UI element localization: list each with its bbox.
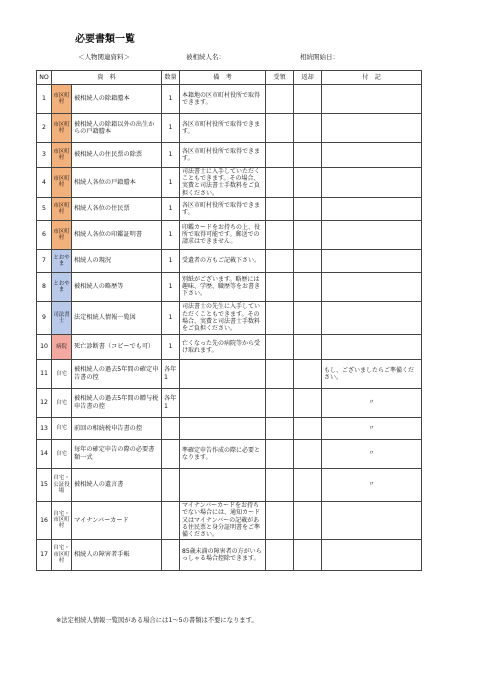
quantity: 1 bbox=[162, 220, 180, 249]
table-row bbox=[37, 301, 422, 334]
table-row bbox=[37, 143, 422, 168]
source-cell: 病院 bbox=[52, 334, 72, 359]
source-cell: 自宅・市区町村 bbox=[52, 539, 72, 570]
remark-text: 受遺者の方もご記載下さい。 bbox=[180, 249, 266, 272]
source-cell: 自宅 bbox=[52, 439, 72, 468]
quantity bbox=[162, 417, 180, 439]
row-number: 14 bbox=[37, 439, 52, 468]
document-name: 被相続人の過去5年間の贈与税申告書の控 bbox=[72, 388, 162, 417]
quantity: 1 bbox=[162, 249, 180, 272]
remark-text bbox=[180, 388, 266, 417]
received-cell bbox=[266, 539, 294, 570]
source-cell: 自宅 bbox=[52, 359, 72, 388]
table-row bbox=[37, 359, 422, 388]
quantity: 1 bbox=[162, 143, 180, 168]
quantity bbox=[162, 539, 180, 570]
document-name: 被相続人の除籍謄本 bbox=[72, 85, 162, 114]
source-cell: 自宅 bbox=[52, 388, 72, 417]
source-cell: 市区町村 bbox=[52, 168, 72, 198]
quantity: 1 bbox=[162, 168, 180, 198]
returned-cell bbox=[294, 272, 322, 301]
note-text bbox=[322, 539, 422, 570]
document-name: 相続人の現況 bbox=[72, 249, 162, 272]
source-cell: 市区町村 bbox=[52, 114, 72, 143]
returned-cell bbox=[294, 220, 322, 249]
source-cell: とおやま bbox=[52, 249, 72, 272]
row-number: 10 bbox=[37, 334, 52, 359]
row-number: 3 bbox=[37, 143, 52, 168]
note-text bbox=[322, 143, 422, 168]
remark-text: 印鑑カードをお持ちの上、役所で取得可能です。郵送での請求はできません。 bbox=[180, 220, 266, 249]
received-cell bbox=[266, 143, 294, 168]
table-row bbox=[37, 439, 422, 468]
remark-text bbox=[180, 359, 266, 388]
document-name: 被相続人の遺言書 bbox=[72, 468, 162, 501]
received-cell bbox=[266, 439, 294, 468]
remark-text: 司法書士に入手していただくこともできます。その場合、実費と司法書士手数料をご負担ください。 bbox=[180, 168, 266, 198]
note-text: 〃 bbox=[322, 388, 422, 417]
table-row bbox=[37, 501, 422, 539]
row-number: 15 bbox=[37, 468, 52, 501]
received-cell bbox=[266, 334, 294, 359]
document-name: 被相続人の除籍以外の出生からの戸籍謄本 bbox=[72, 114, 162, 143]
row-number: 7 bbox=[37, 249, 52, 272]
document-name: 被相続人の過去5年間の確定申告書の控 bbox=[72, 359, 162, 388]
document-name: 毎年の確定申告の際の必要書類一式 bbox=[72, 439, 162, 468]
table-row bbox=[37, 168, 422, 198]
quantity: 1 bbox=[162, 85, 180, 114]
returned-cell bbox=[294, 468, 322, 501]
table-header-row bbox=[37, 71, 422, 85]
returned-cell bbox=[294, 539, 322, 570]
received-cell bbox=[266, 301, 294, 334]
table-row bbox=[37, 272, 422, 301]
table-row bbox=[37, 249, 422, 272]
received-cell bbox=[266, 85, 294, 114]
header-returned: 返却 bbox=[294, 71, 322, 85]
row-number: 11 bbox=[37, 359, 52, 388]
document-name: 相続人各位の住民票 bbox=[72, 197, 162, 220]
row-number: 5 bbox=[37, 197, 52, 220]
remark-text: 各区市町村役所で取得できます。 bbox=[180, 197, 266, 220]
row-number: 1 bbox=[37, 85, 52, 114]
quantity: 1 bbox=[162, 334, 180, 359]
returned-cell bbox=[294, 501, 322, 539]
note-text bbox=[322, 85, 422, 114]
source-cell: 市区町村 bbox=[52, 143, 72, 168]
returned-cell bbox=[294, 197, 322, 220]
row-number: 6 bbox=[37, 220, 52, 249]
received-cell bbox=[266, 388, 294, 417]
source-cell: 司法書士 bbox=[52, 301, 72, 334]
document-name: 前回の相続税申告書の控 bbox=[72, 417, 162, 439]
source-cell: とおやま bbox=[52, 272, 72, 301]
row-number: 8 bbox=[37, 272, 52, 301]
row-number: 2 bbox=[37, 114, 52, 143]
note-text bbox=[322, 272, 422, 301]
remark-text: 85歳未満の障害者の方がいらっしゃる場合控除できます。 bbox=[180, 539, 266, 570]
header-document: 資 料 bbox=[52, 71, 162, 85]
quantity bbox=[162, 501, 180, 539]
note-text bbox=[322, 334, 422, 359]
remark-text: 各区市町村役所で取得できます。 bbox=[180, 114, 266, 143]
table-row bbox=[37, 197, 422, 220]
source-cell: 自宅・市区町村 bbox=[52, 501, 72, 539]
note-text bbox=[322, 301, 422, 334]
required-documents-table bbox=[36, 70, 422, 571]
document-name: 被相続人の略歴等 bbox=[72, 272, 162, 301]
remark-text: 亡くなった先の病院等から受け取れます。 bbox=[180, 334, 266, 359]
returned-cell bbox=[294, 334, 322, 359]
received-cell bbox=[266, 468, 294, 501]
footnote: ※法定相続人情報一覧図がある場合には1～5の書類は不要になります。 bbox=[56, 617, 258, 624]
remark-text: 司法書士の先生に入手していただくこともできます。その場合、実費と司法書士手数料をご負担ください。 bbox=[180, 301, 266, 334]
returned-cell bbox=[294, 388, 322, 417]
table-row bbox=[37, 468, 422, 501]
note-text bbox=[322, 168, 422, 198]
header-no: NO bbox=[37, 71, 52, 85]
note-text: もし、ございましたらご準備ください。 bbox=[322, 359, 422, 388]
quantity: 各年1 bbox=[162, 359, 180, 388]
received-cell bbox=[266, 249, 294, 272]
quantity: 1 bbox=[162, 301, 180, 334]
note-text bbox=[322, 501, 422, 539]
header-quantity: 数量 bbox=[162, 71, 180, 85]
row-number: 16 bbox=[37, 501, 52, 539]
received-cell bbox=[266, 272, 294, 301]
returned-cell bbox=[294, 359, 322, 388]
document-name: 死亡診断書（コピーでも可） bbox=[72, 334, 162, 359]
returned-cell bbox=[294, 439, 322, 468]
category-label: ＜人物関連資料＞ bbox=[78, 53, 130, 61]
deceased-name-label: 被相続人名： bbox=[186, 53, 225, 61]
table-row bbox=[37, 539, 422, 570]
quantity: 1 bbox=[162, 114, 180, 143]
received-cell bbox=[266, 168, 294, 198]
received-cell bbox=[266, 501, 294, 539]
row-number: 9 bbox=[37, 301, 52, 334]
received-cell bbox=[266, 220, 294, 249]
document-name: 法定相続人情報一覧図 bbox=[72, 301, 162, 334]
source-cell: 自宅・公証役場 bbox=[52, 468, 72, 501]
row-number: 4 bbox=[37, 168, 52, 198]
note-text: 〃 bbox=[322, 468, 422, 501]
remark-text: 本籍地の区市町村役所で取得できます。 bbox=[180, 85, 266, 114]
note-text bbox=[322, 220, 422, 249]
note-text bbox=[322, 114, 422, 143]
note-text: 〃 bbox=[322, 417, 422, 439]
note-text bbox=[322, 249, 422, 272]
page-title: 必要書類一覧 bbox=[75, 34, 135, 45]
document-name: 相続人の障害者手帳 bbox=[72, 539, 162, 570]
start-date-label: 相続開始日： bbox=[300, 53, 339, 61]
table-row bbox=[37, 334, 422, 359]
received-cell bbox=[266, 359, 294, 388]
returned-cell bbox=[294, 301, 322, 334]
document-name: 相続人各位の戸籍謄本 bbox=[72, 168, 162, 198]
remark-text: 別紙がございます。略歴には趣味、学歴、職歴等をお書き下さい。 bbox=[180, 272, 266, 301]
remark-text bbox=[180, 468, 266, 501]
table-row bbox=[37, 220, 422, 249]
quantity: 各年1 bbox=[162, 388, 180, 417]
document-name: 被相続人の住民票の除票 bbox=[72, 143, 162, 168]
note-text: 〃 bbox=[322, 439, 422, 468]
received-cell bbox=[266, 197, 294, 220]
returned-cell bbox=[294, 85, 322, 114]
remark-text bbox=[180, 417, 266, 439]
quantity bbox=[162, 439, 180, 468]
returned-cell bbox=[294, 143, 322, 168]
returned-cell bbox=[294, 249, 322, 272]
received-cell bbox=[266, 114, 294, 143]
remark-text: マイナンバーカードをお持ちでない場合には、通知カード又はマイナンバーの記載がある住民票と身分証明書をご準備ください。 bbox=[180, 501, 266, 539]
quantity: 1 bbox=[162, 272, 180, 301]
quantity: 1 bbox=[162, 197, 180, 220]
source-cell: 自宅 bbox=[52, 417, 72, 439]
table-row bbox=[37, 388, 422, 417]
header-remarks: 備 考 bbox=[180, 71, 266, 85]
row-number: 13 bbox=[37, 417, 52, 439]
document-name: 相続人各位の印鑑証明書 bbox=[72, 220, 162, 249]
table-row bbox=[37, 114, 422, 143]
remark-text: 準確定申告作成の際に必要となります。 bbox=[180, 439, 266, 468]
row-number: 17 bbox=[37, 539, 52, 570]
received-cell bbox=[266, 417, 294, 439]
remark-text: 各区市町村役所で取得できます。 bbox=[180, 143, 266, 168]
row-number: 12 bbox=[37, 388, 52, 417]
quantity bbox=[162, 468, 180, 501]
table-row bbox=[37, 417, 422, 439]
returned-cell bbox=[294, 417, 322, 439]
note-text bbox=[322, 197, 422, 220]
returned-cell bbox=[294, 168, 322, 198]
source-cell: 市区町村 bbox=[52, 197, 72, 220]
table-row bbox=[37, 85, 422, 114]
returned-cell bbox=[294, 114, 322, 143]
document-name: マイナンバーカード bbox=[72, 501, 162, 539]
source-cell: 市区町村 bbox=[52, 85, 72, 114]
header-notes: 付 記 bbox=[322, 71, 422, 85]
source-cell: 市区町村 bbox=[52, 220, 72, 249]
header-received: 受領 bbox=[266, 71, 294, 85]
